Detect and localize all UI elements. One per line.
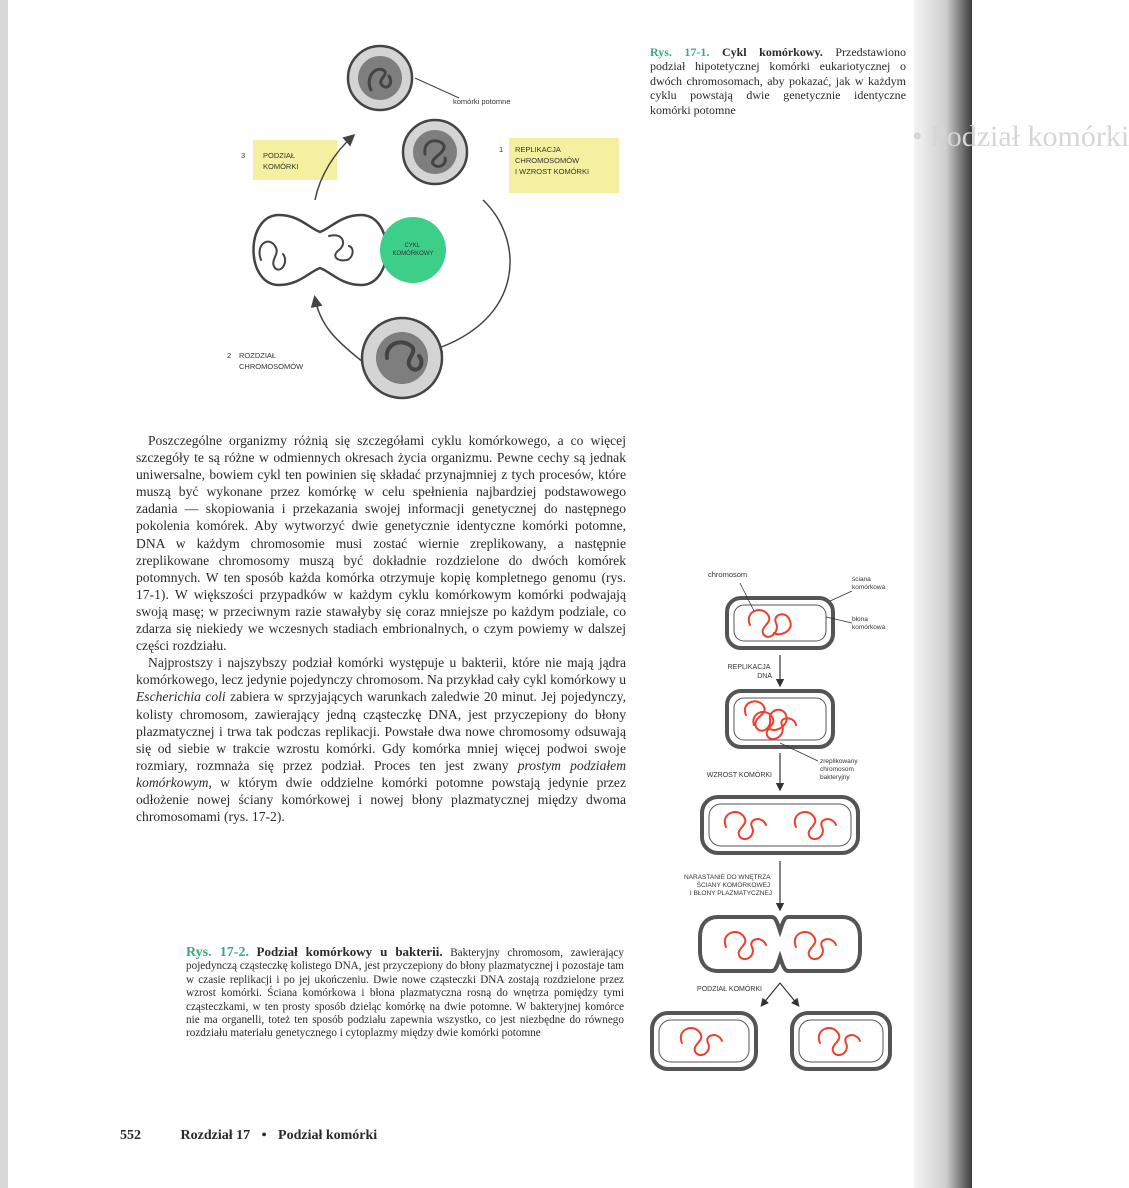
bacterium-grown [702,797,858,853]
svg-text:ściana komórkowa [852,576,886,591]
label-ingrowth-1: NARASTANIE DO WNĘTRZA [683,874,771,881]
chapter-title: Podział komórki [278,1128,378,1143]
caption2-number: Rys. 17-2. [186,945,249,960]
caption-figure-17-1 [650,45,906,117]
page-footer [120,1128,377,1144]
caption1-body: Przedstawiono podział hipotetycznej komórki eukariotycznej o dwóch chromosomach, aby pokazać, jak w każdym cyklu powstają dwie genetycznie identyczne komórki potomne [650,45,906,117]
figure-cell-cycle [225,40,645,410]
step1-line-2: CHROMOSOMÓW [515,156,580,165]
label-replicated-1: zreplikowany [820,758,858,765]
label-membrane-2: komórkowa [852,624,886,631]
step3-line-1: PODZIAŁ [263,151,296,160]
cell-cycle-center-icon [380,217,446,283]
svg-text:błona komórkowa [852,616,886,631]
step1-line-3: I WZROST KOMÓRKI [515,167,590,176]
cycle-arrow-bottom [315,298,363,362]
step2-number: 2 [227,351,232,360]
caption1-title: Cykl komórkowy. [721,45,823,59]
step1-line-1: REPLIKACJA [515,145,561,154]
arrow-split-right [780,983,798,1005]
svg-text:NARASTANIE DO WNĘTRZA ŚCIA [684,874,772,897]
svg-text:WZROST KOMÓRKI [707,770,772,779]
daughter-pointer [415,78,459,98]
label-growth: WZROST KOMÓRKI [706,772,772,779]
cell-dividing [254,215,387,285]
bacterium-constricting [700,917,860,971]
species-name: Escherichia coli [136,689,226,705]
chapter-label: Rozdział 17 [180,1128,251,1143]
caption2-body: Bakteryjny chromosom, zawierający pojedynczą cząsteczkę kolistego DNA, jest przyczepiony do błony plazmatycznej i pozostaje tam w czasie replikacji i po jej ukończeniu. Dwie nowe cząsteczki DNA zostają rozdzielone przez wzrost komórki. Ściana komórkowa i błona plazmatyczna rosną do wnętrza pomiędzy tymi cząsteczkami, w ten prosty sposób dzieląc komórkę na dwie potomne. W bakteryjnej komórce nie ma organelli, toteż ten sposób podziału zapewnia wszystko, co jest niezbędne do równego rozdziału materiału genetycznego i cytoplazmy między dwie komórki potomne [186,947,625,1040]
label-wall-2: komórkowa [852,584,886,591]
step3-line-2: KOMÓRKI [263,162,299,171]
cell-replication [403,120,467,184]
paragraph-1: Poszczególne organizmy różnią się szczegółami cyklu komórkowego, a co więcej szczegóły te są różne w odmiennych okresach życia organizmu. Pewne cechy są jednak uniwersalne, bowiem cykl ten powinien się składać przynajmniej z tych procesów, które muszą być wykonane przez komórkę w celu spełnienia najbardziej podstawowego zadania — skopiowania i przekazania swojej informacji genetycznej do następnego pokolenia komórek. Aby wytworzyć dwie genetycznie identyczne komórki potomne, DNA w każdym chromosomie musi zostać wiernie zreplikowany, a następnie zreplikowane chromosomy muszą być dokładnie rozdzielone do dwóch komórek potomnych. W ten sposób każda komórka otrzymuje kopię kompletnego genomu (rys. 17-1). W większości przypadków w każdym cyklu komórkowym komórki podwajają swoją masę; w przeciwnym razie stawałyby się coraz mniejsze po każdym podziale, co zdarza się niekiedy we wczesnych stadiach embrionalnych, o czym powiemy w dalszej części rozdziału. [136,433,626,654]
svg-text:2 [227,351,231,360]
label-replicated-2: chromosom [820,766,854,773]
footer-bullet: • [261,1128,267,1143]
term-simple-division: prostym podziałem komórkowym, [136,757,627,790]
svg-text:1 [499,145,503,154]
svg-text:PODZIAŁ KOMÓRKI [697,984,762,993]
scan-edge [0,0,8,1188]
bacterium-daughter-right [792,1013,890,1069]
center-label-1: CYKL [404,243,420,249]
svg-text:3 [241,151,245,160]
step2-line-1: ROZDZIAŁ [239,351,277,360]
figure-bacterial-division [630,565,914,1085]
main-text [136,432,626,825]
cell-chromosome-separation [362,318,442,398]
label-division: PODZIAŁ KOMÓRKI [697,986,762,993]
svg-text:chromosom [708,570,747,579]
caption2-title: Podział komórkowy u bakterii. [256,944,443,959]
page-gutter-shadow [914,0,972,1188]
cycle-arrow-right [433,200,510,350]
label-replication-1: REPLIKACJA [727,664,771,671]
svg-text:REPLIKACJA DNA [728,664,773,680]
label-chromosome: chromosom [708,570,748,579]
paragraph-2: Najprostszy i najszybszy podział komórki występuje u bakterii, które nie mają jądra komórkowego, lecz jedynie pojedynczy chromosom. Na przykład cały cykl komórkowy u Escherichia coli zabiera w sprzyjających warunkach zaledwie 20 minut. Jej pojedynczy, kolisty chromosom, zawierający jedną cząsteczkę DNA, jest przyczepiony do błony plazmatycznej i trwa tak podczas replikacji. Powstałe dwa nowe chromosomy odsuwają się od siebie w trakcie wzrostu komórki. Gdy komórka mniej więcej podwoi swoje rozmiary, rozmnaża się przez podział. Proces ten jest zwany prostym podziałem komórkowym, w którym dwie oddzielne komórki potomne powstają jedynie przez odłożenie nowej ściany komórkowej i nowej błony plazmatycznej między dwoma chromosomami (rys. 17-2). [136,655,627,825]
bacterium-daughter-left [652,1013,756,1069]
caption1-number: Rys. 17-1. [650,45,710,59]
step3-number: 3 [241,151,246,160]
svg-text:komórki potomne [453,97,511,106]
bacterium-replicated [727,691,833,747]
caption-figure-17-2 [186,945,624,1041]
label-ingrowth-3: I BŁONY PLAZMATYCZNEJ [689,890,772,897]
svg-text:ROZDZIAŁ CHROMOSOMÓW [239,351,304,371]
step1-number: 1 [499,145,504,154]
ghost-heading: • Podział komórki [912,120,1129,153]
step2-line-2: CHROMOSOMÓW [239,362,304,371]
label-replicated-3: bakteryjny [820,774,850,781]
bacterium-initial [727,598,833,648]
daughter-cell-top [348,46,412,110]
arrow-split-left [762,983,780,1005]
page-number: 552 [120,1128,141,1143]
pointer-wall [830,591,852,601]
label-replication-2: DNA [757,673,772,680]
svg-text:zreplikowany chromosom [820,758,859,781]
label-ingrowth-2: ŚCIANY KOMÓRKOWEJ [696,882,771,889]
label-wall-1: ściana [852,576,871,583]
label-membrane-1: błona [852,616,868,623]
center-label-2: KOMÓRKOWY [392,251,434,257]
label-daughter-cells: komórki potomne [453,97,511,106]
